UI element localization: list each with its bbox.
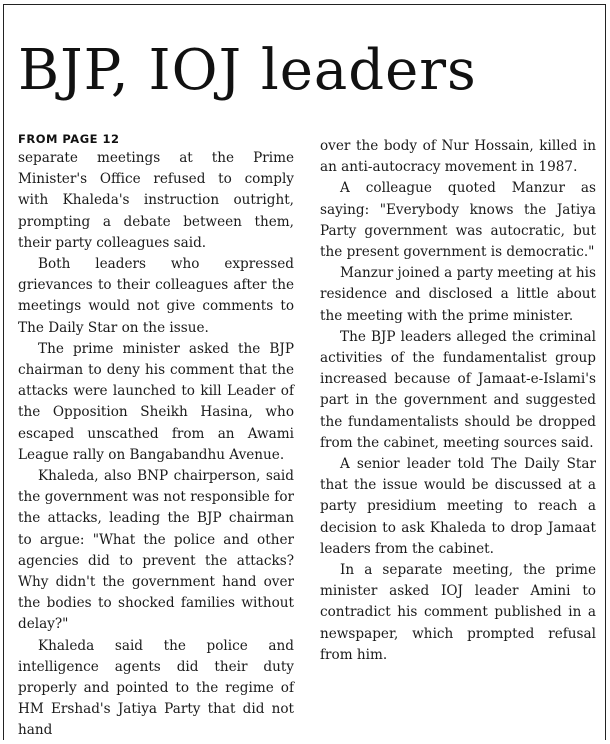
- article-column-left: [18, 132, 294, 742]
- paragraph: The BJP leaders alleged the criminal activities of the fundamentalist group increased because of Jamaat-e-Islami's part in the government and suggested the fundamentalists should be dropped from the cabinet, meeting sources said.: [320, 328, 596, 451]
- paragraph: In a separate meeting, the prime minister asked IOJ leader Amini to contradict his comment published in a newspaper, which prompted refusal from him.: [320, 562, 596, 663]
- paragraph: A colleague quoted Manzur as saying: "Everybody knows the Jatiya Party government was autocratic, but the present government is democratic.": [320, 180, 596, 261]
- paragraph: Khaleda, also BNP chairperson, said the government was not responsible for the attacks, leading the BJP chairman to argue: "What the police and other agencies did to prevent the attacks? Why didn't the government hand over the bodies to shocked families without delay?": [18, 468, 294, 633]
- paragraph: Both leaders who expressed grievances to their colleagues after the meetings would not give comments to The Daily Star on the issue.: [18, 256, 294, 336]
- continuation-kicker: FROM PAGE 12: [18, 132, 120, 146]
- paragraph: over the body of Nur Hossain, killed in an anti-autocracy movement in 1987.: [320, 138, 596, 176]
- paragraph: Khaleda said the police and intelligence agents did their duty properly and pointed to the regime of HM Ershad's Jatiya Party that did not hand: [18, 637, 294, 739]
- paragraph: A senior leader told The Daily Star that the issue would be discussed at a party presidium meeting to reach a decision to ask Khaleda to drop Jamaat leaders from the cabinet.: [320, 456, 596, 557]
- paragraph: separate meetings at the Prime Minister's Office refused to comply with Khaleda's instruction outright, prompting a debate between them, their party colleagues said.: [18, 150, 294, 251]
- headline: BJP, IOJ leaders: [18, 38, 477, 103]
- paragraph: Manzur joined a party meeting at his residence and disclosed a little about the meeting with the prime minister.: [320, 265, 596, 324]
- paragraph: The prime minister asked the BJP chairman to deny his comment that the attacks were launched to kill Leader of the Opposition Sheikh Hasina, who escaped unscathed from an Awami League rally on Bangabandhu Avenue.: [18, 340, 294, 463]
- article-column-right: [320, 136, 596, 666]
